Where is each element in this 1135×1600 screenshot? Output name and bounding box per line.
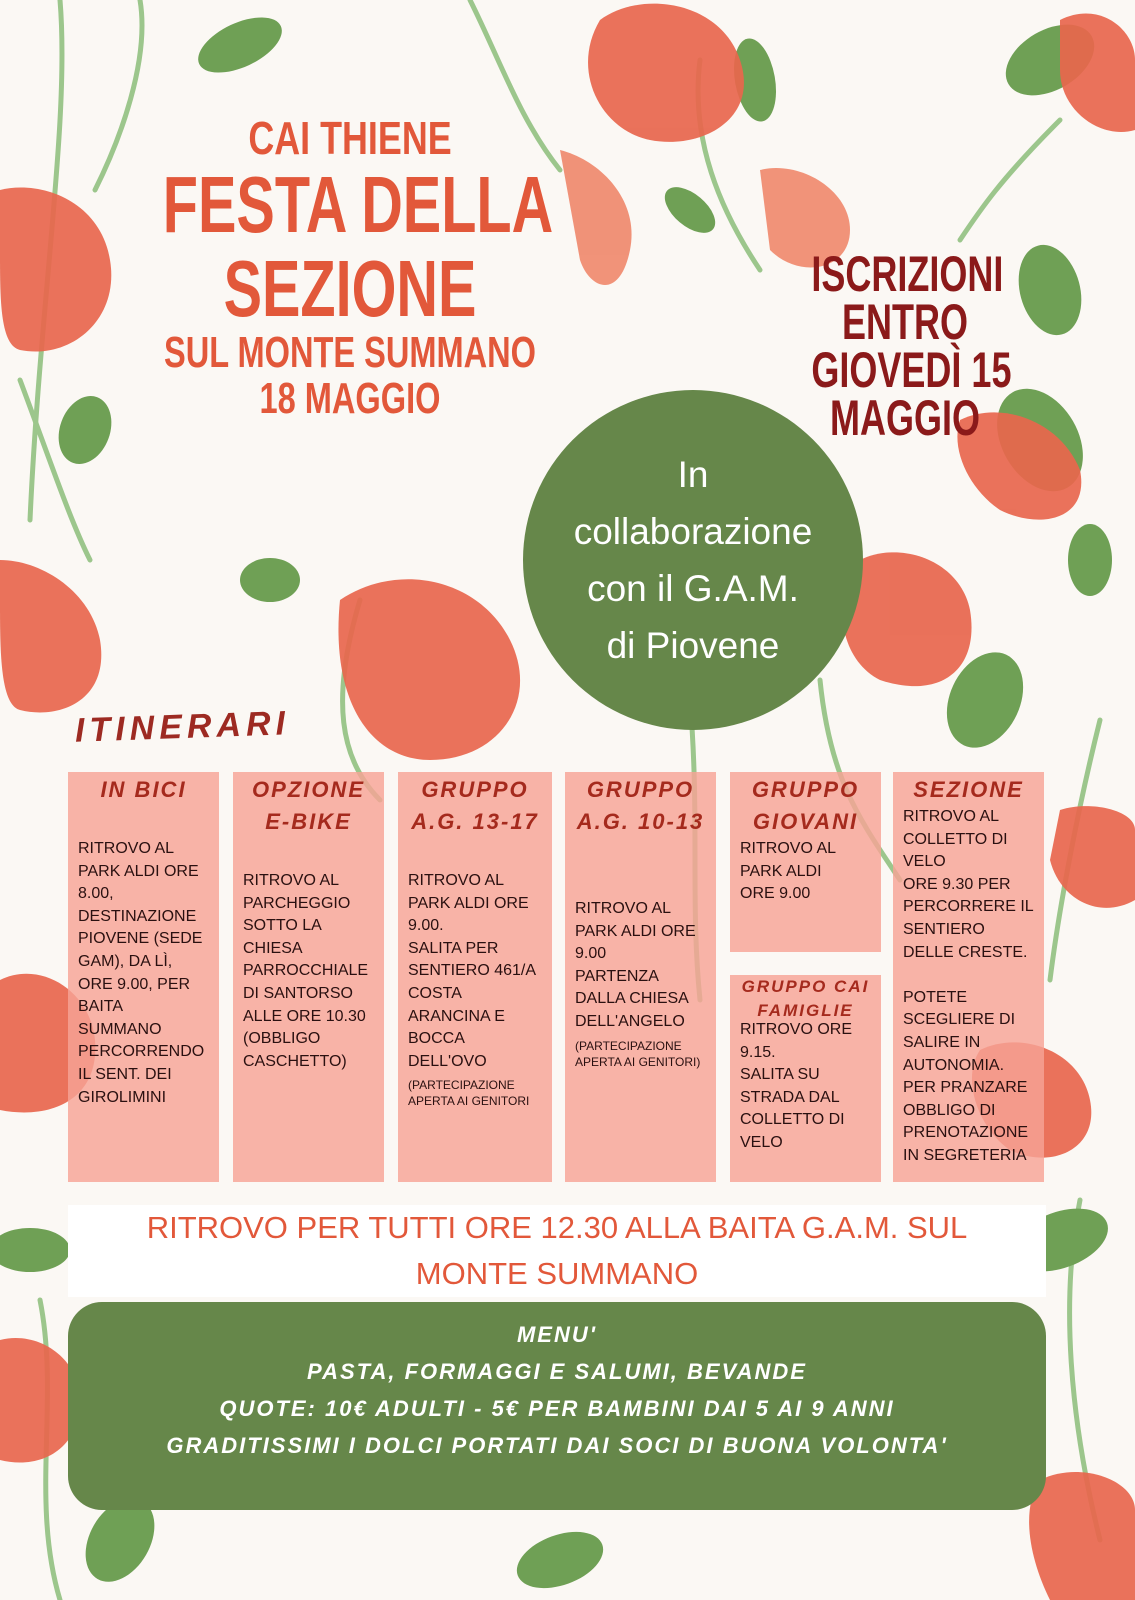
card-title-line: FAMIGLIE xyxy=(757,1001,854,1020)
card-body-line: PARK ALDI xyxy=(740,862,822,880)
event-title-block xyxy=(90,112,610,423)
card-title-line: GRUPPO CAI xyxy=(741,977,870,996)
card-body-line: 9.00 xyxy=(575,945,607,963)
registration-line: MAGGIO xyxy=(829,390,980,446)
card-body-line: PARROCCHIALE xyxy=(243,962,369,980)
card-body-line: BOCCA xyxy=(408,1030,465,1048)
meeting-point-line: RITROVO PER TUTTI ORE 12.30 ALLA BAITA G.A.M. SUL xyxy=(146,1210,968,1245)
card-title xyxy=(730,774,881,838)
card-body-line: ARANCINA E xyxy=(408,1007,505,1025)
card-body-line: DELL'OVO xyxy=(408,1052,487,1070)
card-body-line: PARK ALDI ORE xyxy=(408,894,529,912)
card-body xyxy=(730,838,881,906)
card-body-line: PERCORRERE IL xyxy=(903,898,1034,916)
itinerary-card-sezione xyxy=(893,772,1044,1182)
card-body-line: DALLA CHIESA xyxy=(575,990,689,1008)
card-body-line: PARK ALDI ORE xyxy=(78,862,199,880)
card-body xyxy=(565,898,716,1034)
card-body-line: RITROVO AL xyxy=(575,900,672,917)
card-body-line: ORE 9.00 xyxy=(740,885,811,903)
card-body-line: PERCORRENDO xyxy=(78,1043,205,1061)
meeting-point-line: MONTE SUMMANO xyxy=(415,1256,699,1291)
card-body-line: PARK ALDI ORE xyxy=(575,922,696,940)
registration-line: ENTRO xyxy=(842,294,968,350)
card-body-line: PARCHEGGIO xyxy=(243,894,351,912)
card-body-line: VELO xyxy=(903,853,946,871)
card-body-line: PER PRANZARE xyxy=(903,1079,1028,1097)
card-body-line: 8.00, xyxy=(78,885,114,903)
organizer-name: CAI THIENE xyxy=(248,112,452,164)
card-body xyxy=(730,1019,881,1155)
card-title-line: GRUPPO xyxy=(421,777,529,802)
card-body-line: OBBLIGO DI xyxy=(903,1101,996,1119)
card-title xyxy=(565,774,716,838)
card-body-line: RITROVO AL xyxy=(903,808,1000,825)
card-body-line: PIOVENE (SEDE xyxy=(78,930,203,948)
card-body-line: SALITA PER xyxy=(408,939,499,957)
card-title: IN BICI xyxy=(100,777,187,802)
card-body-line: DI SANTORSO xyxy=(243,984,353,1002)
card-body-line: DESTINAZIONE xyxy=(78,907,197,925)
collab-line: In xyxy=(677,454,709,495)
card-body-line: GIROLIMINI xyxy=(78,1088,167,1106)
card-body-line: POTETE xyxy=(903,988,968,1006)
itinerary-card-giovani xyxy=(730,772,881,952)
card-body xyxy=(893,806,1044,1168)
card-title-line: GRUPPO xyxy=(751,777,860,802)
card-body xyxy=(398,870,552,1073)
collab-line: di Piovene xyxy=(606,625,780,666)
card-body xyxy=(68,838,219,1109)
menu-line: QUOTE: 10€ ADULTI - 5€ PER BAMBINI DAI 5 AI 9 ANNI xyxy=(219,1396,895,1421)
itinerary-card-famiglie xyxy=(730,975,881,1182)
card-body-line: VELO xyxy=(740,1133,783,1151)
card-body-line: 9.15. xyxy=(740,1043,776,1061)
card-body-line: SALITA SU xyxy=(740,1066,820,1084)
card-body-line: IL SENT. DEI xyxy=(78,1065,172,1083)
card-body-line: ORE 9.30 PER xyxy=(903,875,1011,893)
card-title-line: GIOVANI xyxy=(752,809,859,834)
card-body-line: COLLETTO DI xyxy=(903,830,1008,848)
card-body-line: DELL'ANGELO xyxy=(575,1012,685,1030)
card-title xyxy=(730,975,881,1023)
card-note-line: APERTA AI GENITORI xyxy=(408,1094,530,1109)
itinerary-card-ebike xyxy=(233,772,384,1182)
card-body-line: ORE 9.00, PER xyxy=(78,975,191,993)
card-body-line: RITROVO AL xyxy=(243,872,340,889)
card-body-line: COSTA xyxy=(408,984,462,1002)
meeting-point-banner xyxy=(68,1205,1046,1297)
card-body-line: SENTIERO xyxy=(903,920,985,938)
card-body-line: GAM), DA LÌ, xyxy=(78,952,173,970)
card-body-line: SCEGLIERE DI xyxy=(903,1011,1016,1029)
event-date: 18 MAGGIO xyxy=(259,374,441,423)
card-title xyxy=(398,774,552,838)
card-body-line: PARTENZA xyxy=(575,967,659,985)
card-body-line: PRENOTAZIONE xyxy=(903,1124,1029,1142)
itinerary-card-bici xyxy=(68,772,219,1182)
itinerary-card-ag-13-17 xyxy=(398,772,552,1182)
itinerary-card-ag-10-13 xyxy=(565,772,716,1182)
card-title-line: OPZIONE xyxy=(251,777,365,802)
card-body-line: RITROVO AL xyxy=(408,872,505,889)
card-note-line: APERTA AI GENITORI) xyxy=(575,1054,701,1069)
card-body-line: 9.00. xyxy=(408,917,444,935)
card-body-line: SALIRE IN xyxy=(903,1033,981,1051)
card-note xyxy=(565,1038,716,1070)
card-note-line: (PARTECIPAZIONE xyxy=(408,1078,515,1093)
card-note-line: (PARTECIPAZIONE xyxy=(575,1038,682,1053)
card-body-line: CHIESA xyxy=(243,939,303,957)
card-title-line: GRUPPO xyxy=(586,777,695,802)
card-body-line: CASCHETTO) xyxy=(243,1052,347,1070)
registration-deadline xyxy=(775,246,1035,446)
collab-line: collaborazione xyxy=(573,511,813,552)
card-body-line: BAITA xyxy=(78,998,124,1016)
card-body-line: IN SEGRETERIA xyxy=(903,1146,1027,1164)
card-body-line: SENTIERO 461/A xyxy=(408,962,537,980)
registration-line: ISCRIZIONI xyxy=(811,246,1004,302)
card-body-line: RITROVO ORE xyxy=(740,1021,853,1038)
menu-line: PASTA, FORMAGGI E SALUMI, BEVANDE xyxy=(307,1359,807,1384)
card-body-line: RITROVO AL xyxy=(740,840,837,857)
card-note xyxy=(398,1077,552,1109)
menu-line: GRADITISSIMI I DOLCI PORTATI DAI SOCI DI BUONA VOLONTA' xyxy=(166,1433,948,1458)
card-title xyxy=(233,774,384,838)
collab-line: con il G.A.M. xyxy=(587,568,799,609)
card-title-line: A.G. 10-13 xyxy=(576,809,705,834)
card-body-line: SOTTO LA xyxy=(243,917,322,935)
card-body-line: (OBBLIGO xyxy=(243,1030,321,1048)
card-title-line: E-BIKE xyxy=(265,809,352,834)
card-body-spacer xyxy=(903,964,1034,987)
card-title: SEZIONE xyxy=(913,777,1024,802)
registration-line: GIOVEDÌ 15 xyxy=(811,342,1012,398)
event-title-line1: FESTA DELLA xyxy=(162,160,554,249)
itineraries-heading: ITINERARI xyxy=(74,704,291,750)
card-body xyxy=(233,870,384,1073)
card-body-line: AUTONOMIA. xyxy=(903,1056,1005,1074)
card-body-line: RITROVO AL xyxy=(78,840,175,857)
menu-panel xyxy=(68,1302,1046,1510)
card-body-line: SUMMANO xyxy=(78,1020,162,1038)
card-body-line: COLLETTO DI xyxy=(740,1111,845,1129)
collaboration-circle xyxy=(523,390,863,730)
menu-title: MENU' xyxy=(516,1322,597,1347)
event-location: SUL MONTE SUMMANO xyxy=(163,328,537,377)
event-title-line2: SEZIONE xyxy=(223,244,477,333)
card-body-line: DELLE CRESTE. xyxy=(903,943,1028,961)
card-body-line: STRADA DAL xyxy=(740,1088,840,1106)
card-body-line: ALLE ORE 10.30 xyxy=(243,1007,366,1025)
card-title-line: A.G. 13-17 xyxy=(411,809,539,834)
